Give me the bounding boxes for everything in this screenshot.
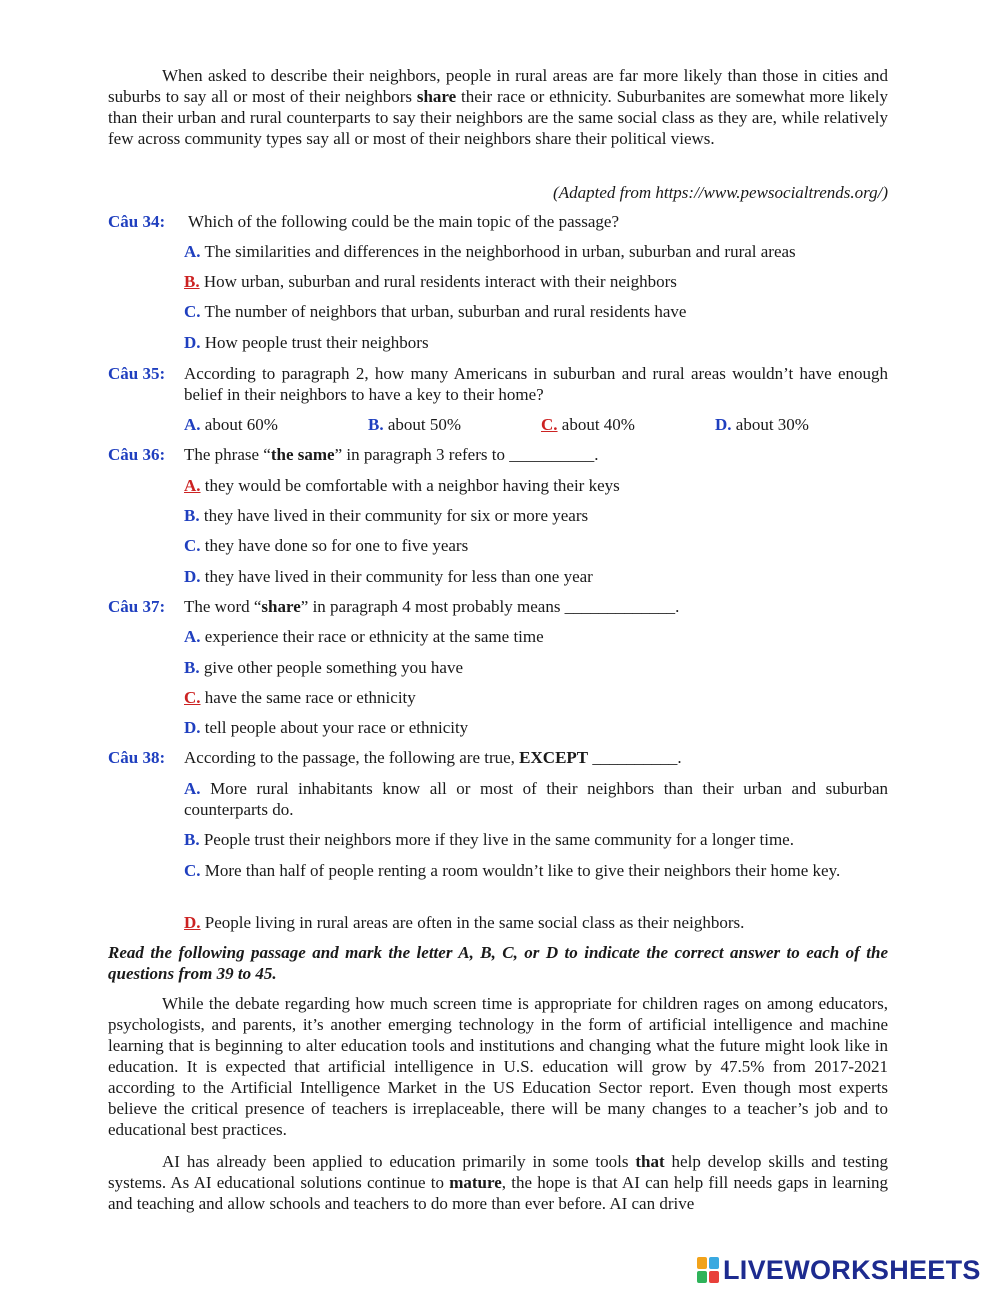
q37-option-a[interactable]: A. experience their race or ethnicity at the same time bbox=[184, 627, 544, 646]
q38-option-d[interactable]: D. People living in rural areas are often in the same social class as their neighbors. bbox=[184, 913, 745, 932]
passage1-paragraph: When asked to describe their neighbors, people in rural areas are far more likely than those in cities and suburbs to say all or most of their neighbors share their race or ethnicity. Suburbanites are somewhat more likely than their urban and rural counterparts to say their neighbors are the same social class as they are, while relatively few across community types say all or most of their neighbors share their political views. bbox=[108, 66, 888, 148]
q36-option-c[interactable]: C. they have done so for one to five years bbox=[184, 536, 469, 555]
q36-option-a[interactable]: A. they would be comfortable with a neighbor having their keys bbox=[184, 476, 620, 495]
q35-option-b[interactable]: B. about 50% bbox=[368, 415, 462, 434]
q34-option-b[interactable]: B. How urban, suburban and rural residents interact with their neighbors bbox=[184, 272, 677, 291]
passage1-source: (Adapted from https://www.pewsocialtrends.org/) bbox=[553, 183, 888, 202]
q37-option-c[interactable]: C. have the same race or ethnicity bbox=[184, 688, 416, 707]
q34-option-a[interactable]: A. The similarities and differences in the neighborhood in urban, suburban and rural areas bbox=[184, 242, 796, 261]
question-number: Câu 34: bbox=[108, 212, 166, 231]
q38-option-c[interactable]: C. More than half of people renting a room wouldn’t like to give their neighbors their home key. bbox=[184, 861, 841, 880]
question-38 bbox=[108, 747, 888, 768]
question-35 bbox=[108, 363, 888, 405]
q38-option-b[interactable]: B. People trust their neighbors more if they live in the same community for a longer time. bbox=[184, 830, 794, 849]
question-text: The phrase “the same” in paragraph 3 refers to __________. bbox=[184, 445, 599, 464]
q37-option-b[interactable]: B. give other people something you have bbox=[184, 658, 464, 677]
question-number: Câu 38: bbox=[108, 748, 166, 767]
passage2-paragraph-1: While the debate regarding how much screen time is appropriate for children rages on among educators, psychologists, and parents, it’s another emerging technology in the form of artificial intelligence and machine learning that is beginning to alter education tools and institutions and changing what the future might look like in education. It is expected that artificial intelligence in U.S. education will grow by 47.5% from 2017-2021 according to the Artificial Intelligence Market in the US Education Sector report. Even though most experts believe the critical presence of teachers is irreplaceable, there will be many changes to a teacher’s job and to educational best practices. bbox=[108, 994, 888, 1139]
q35-option-d[interactable]: D. about 30% bbox=[715, 415, 809, 434]
question-number: Câu 35: bbox=[108, 364, 166, 383]
logo-text: LIVEWORKSHEETS bbox=[723, 1254, 981, 1285]
question-text: According to paragraph 2, how many Americans in suburban and rural areas wouldn’t have enough belief in their neighbors to have a key to their home? bbox=[184, 364, 888, 404]
question-37 bbox=[108, 596, 888, 617]
q36-option-b[interactable]: B. they have lived in their community for six or more years bbox=[184, 506, 589, 525]
q36-option-d[interactable]: D. they have lived in their community for less than one year bbox=[184, 567, 593, 586]
section-instruction: Read the following passage and mark the letter A, B, C, or D to indicate the correct answer to each of the questions from 39 to 45. bbox=[108, 943, 888, 983]
liveworksheets-logo bbox=[697, 1253, 981, 1287]
q34-option-c[interactable]: C. The number of neighbors that urban, suburban and rural residents have bbox=[184, 302, 687, 321]
q37-option-d[interactable]: D. tell people about your race or ethnicity bbox=[184, 718, 469, 737]
q35-option-c[interactable]: C. about 40% bbox=[541, 415, 635, 434]
question-text: According to the passage, the following are true, EXCEPT __________. bbox=[184, 748, 682, 767]
passage2-paragraph-2: AI has already been applied to education primarily in some tools that help develop skills and testing systems. As AI educational solutions continue to mature, the hope is that AI can help fill needs gaps in learning and teaching and allow schools and teachers to do more than ever before. AI can drive bbox=[108, 1152, 889, 1213]
liveworksheets-logo-icon bbox=[697, 1257, 719, 1283]
question-36 bbox=[108, 444, 888, 465]
question-number: Câu 37: bbox=[108, 597, 166, 616]
q38-option-a[interactable]: A. More rural inhabitants know all or most of their neighbors than their urban and suburban counterparts do. bbox=[184, 779, 888, 819]
question-text: Which of the following could be the main topic of the passage? bbox=[188, 212, 620, 231]
q35-option-a[interactable]: A. about 60% bbox=[184, 415, 278, 434]
question-text: The word “share” in paragraph 4 most probably means _____________. bbox=[184, 597, 680, 616]
q34-option-d[interactable]: D. How people trust their neighbors bbox=[184, 333, 429, 352]
question-34 bbox=[108, 211, 888, 232]
question-number: Câu 36: bbox=[108, 445, 166, 464]
